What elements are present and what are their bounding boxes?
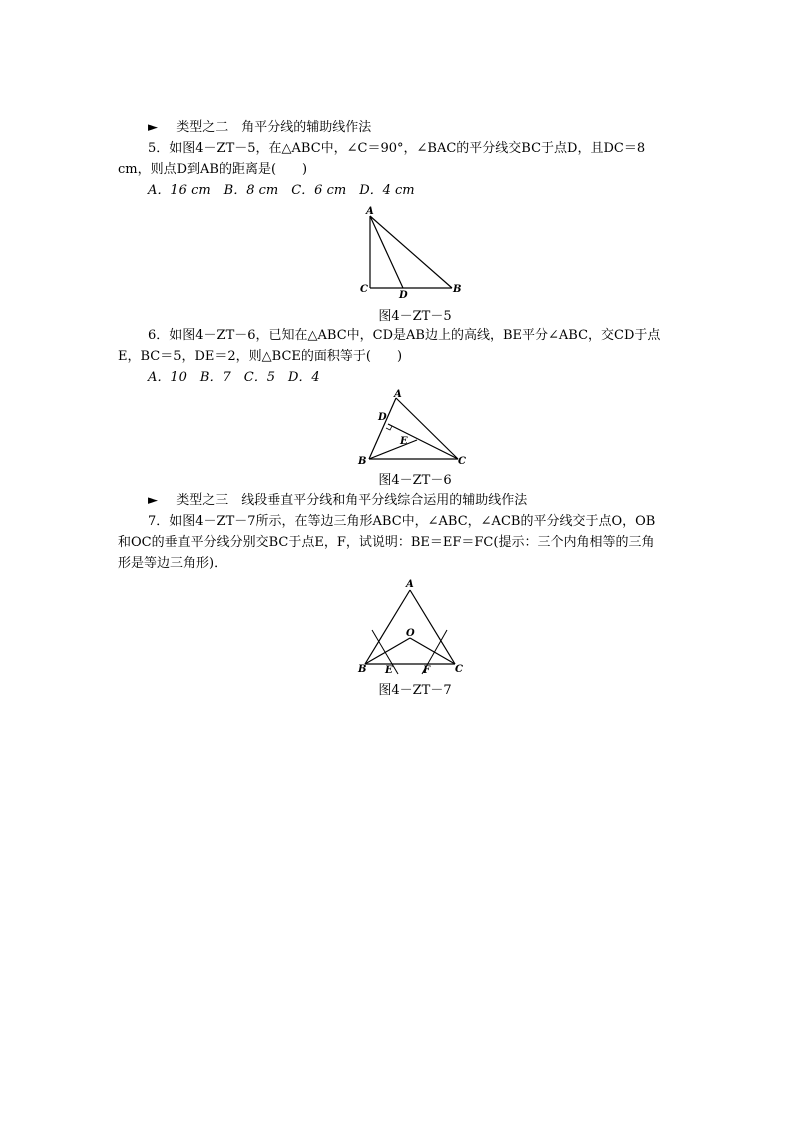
label-c: C — [360, 284, 368, 295]
q6-text-line1: 6．如图4－ZT－6，已知在△ABC中，CD是AB边上的高线，BE平分∠ABC，交CD于点 — [148, 328, 661, 343]
segment-ac — [396, 398, 458, 459]
q7-text-line3: 形是等边三角形)． — [118, 556, 228, 571]
q5-text-line2: cm，则点D到AB的距离是( ) — [118, 162, 308, 177]
label-e: E — [400, 436, 408, 447]
segment-co — [410, 638, 455, 664]
label-b: B — [453, 284, 462, 295]
segment-ad — [370, 216, 403, 288]
section-heading-2 — [148, 118, 688, 138]
label-c: C — [458, 456, 466, 467]
label-c: C — [455, 664, 463, 675]
label-d: D — [378, 412, 387, 423]
figure-caption-7: 图4－ZT－7 — [378, 683, 452, 698]
label-b: B — [358, 664, 367, 675]
segment-ab — [370, 216, 452, 288]
figure-4-zt-5 — [355, 202, 475, 302]
section-marker: ► — [148, 120, 158, 135]
figure-4-zt-7 — [355, 576, 475, 678]
label-e: E — [385, 665, 393, 676]
figure-caption-5: 图4－ZT－5 — [378, 309, 452, 324]
label-a: A — [406, 579, 414, 590]
q6-text-line2: E，BC＝5，DE＝2，则△BCE的面积等于( ) — [118, 349, 403, 364]
q7-text-line1: 7．如图4－ZT－7所示，在等边三角形ABC中，∠ABC，∠ACB的平分线交于点O，OB — [148, 514, 656, 529]
label-o: O — [406, 628, 415, 639]
section-marker: ► — [148, 493, 158, 508]
label-a: A — [366, 206, 374, 217]
segment-ab — [365, 590, 410, 664]
section-title: 类型之三 线段垂直平分线和角平分线综合运用的辅助线作法 — [176, 493, 528, 508]
q5-text-line1: 5．如图4－ZT－5，在△ABC中，∠C＝90°，∠BAC的平分线交BC于点D，且DC＝8 — [148, 141, 646, 156]
segment-bo — [365, 638, 410, 664]
segment-ac — [410, 590, 455, 664]
label-a: A — [394, 389, 402, 400]
q7-text-line2: 和OC的垂直平分线分别交BC于点E，F，试说明：BE＝EF＝FC(提示：三个内角相等的三角 — [118, 535, 655, 550]
section-title: 类型之二 角平分线的辅助线作法 — [176, 120, 372, 135]
figure-caption-6: 图4－ZT－6 — [378, 473, 452, 488]
figure-4-zt-6 — [355, 388, 475, 468]
label-d: D — [399, 290, 408, 301]
right-angle-mark — [386, 426, 392, 430]
label-b: B — [358, 456, 367, 467]
section-heading-3 — [148, 491, 688, 511]
q5-options: A．16 cm B．8 cm C．6 cm D．4 cm — [148, 183, 415, 198]
label-f: F — [423, 665, 431, 676]
q6-options: A．10 B．7 C．5 D．4 — [148, 370, 320, 385]
segment-cd — [388, 424, 458, 459]
